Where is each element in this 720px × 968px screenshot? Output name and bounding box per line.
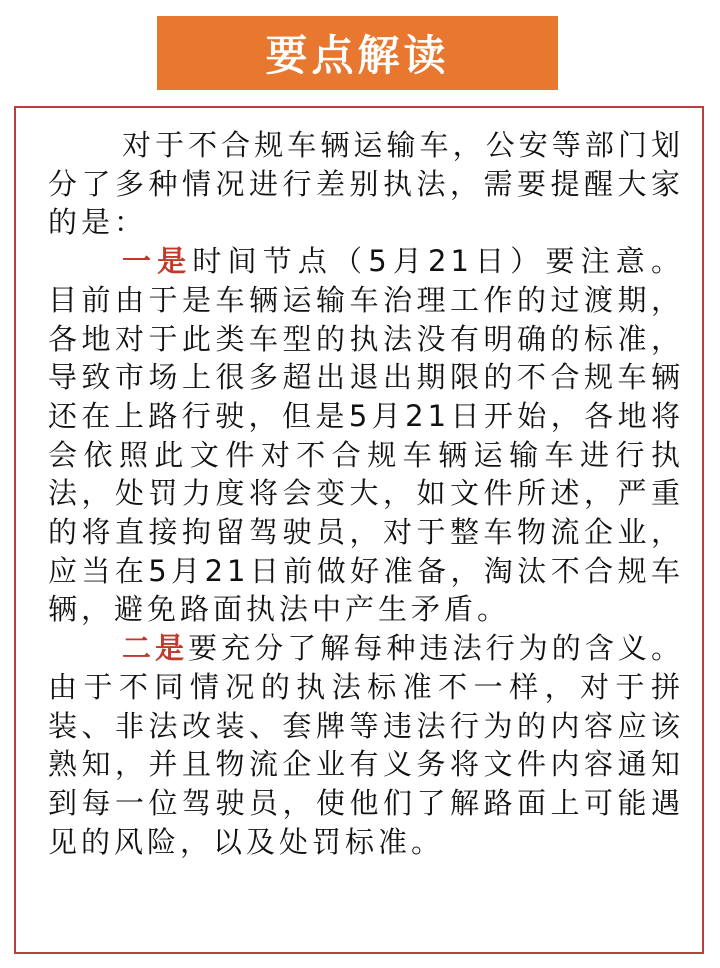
article-body [48, 126, 684, 861]
point-two-text: 要充分了解每种违法行为的含义。由于不同情况的执法标准不一样，对于拼装、非法改装、套牌等违法行为的内容应该熟知，并且物流企业有义务将文件内容通知到每一位驾驶员，使他们了解路面上可能遇见的风险，以及处罚标准。 [48, 631, 684, 859]
point-one-label: 一是 [122, 244, 193, 279]
point-two-paragraph [48, 629, 684, 861]
page-title: 要点解读 [265, 31, 450, 80]
point-two-label: 二是 [122, 631, 189, 666]
intro-paragraph: 对于不合规车辆运输车，公安等部门划分了多种情况进行差别执法，需要提醒大家的是： [48, 128, 684, 240]
content-box [14, 106, 704, 954]
point-one-text: 时间节点（5月21日）要注意。目前由于是车辆运输车治理工作的过渡期，各地对于此类车型的执法没有明确的标准，导致市场上很多超出退出期限的不合规车辆还在上路行驶，但是5月21日开始，各地将会依照此文件对不合规车辆运输车进行执法，处罚力度将会变大，如文件所述，严重的将直接拘留驾驶员，对于整车物流企业，应当在5月21日前做好准备，淘汰不合规车辆，避免路面执法中产生矛盾。 [48, 244, 684, 627]
point-one-paragraph [48, 242, 684, 629]
title-banner [157, 16, 558, 90]
